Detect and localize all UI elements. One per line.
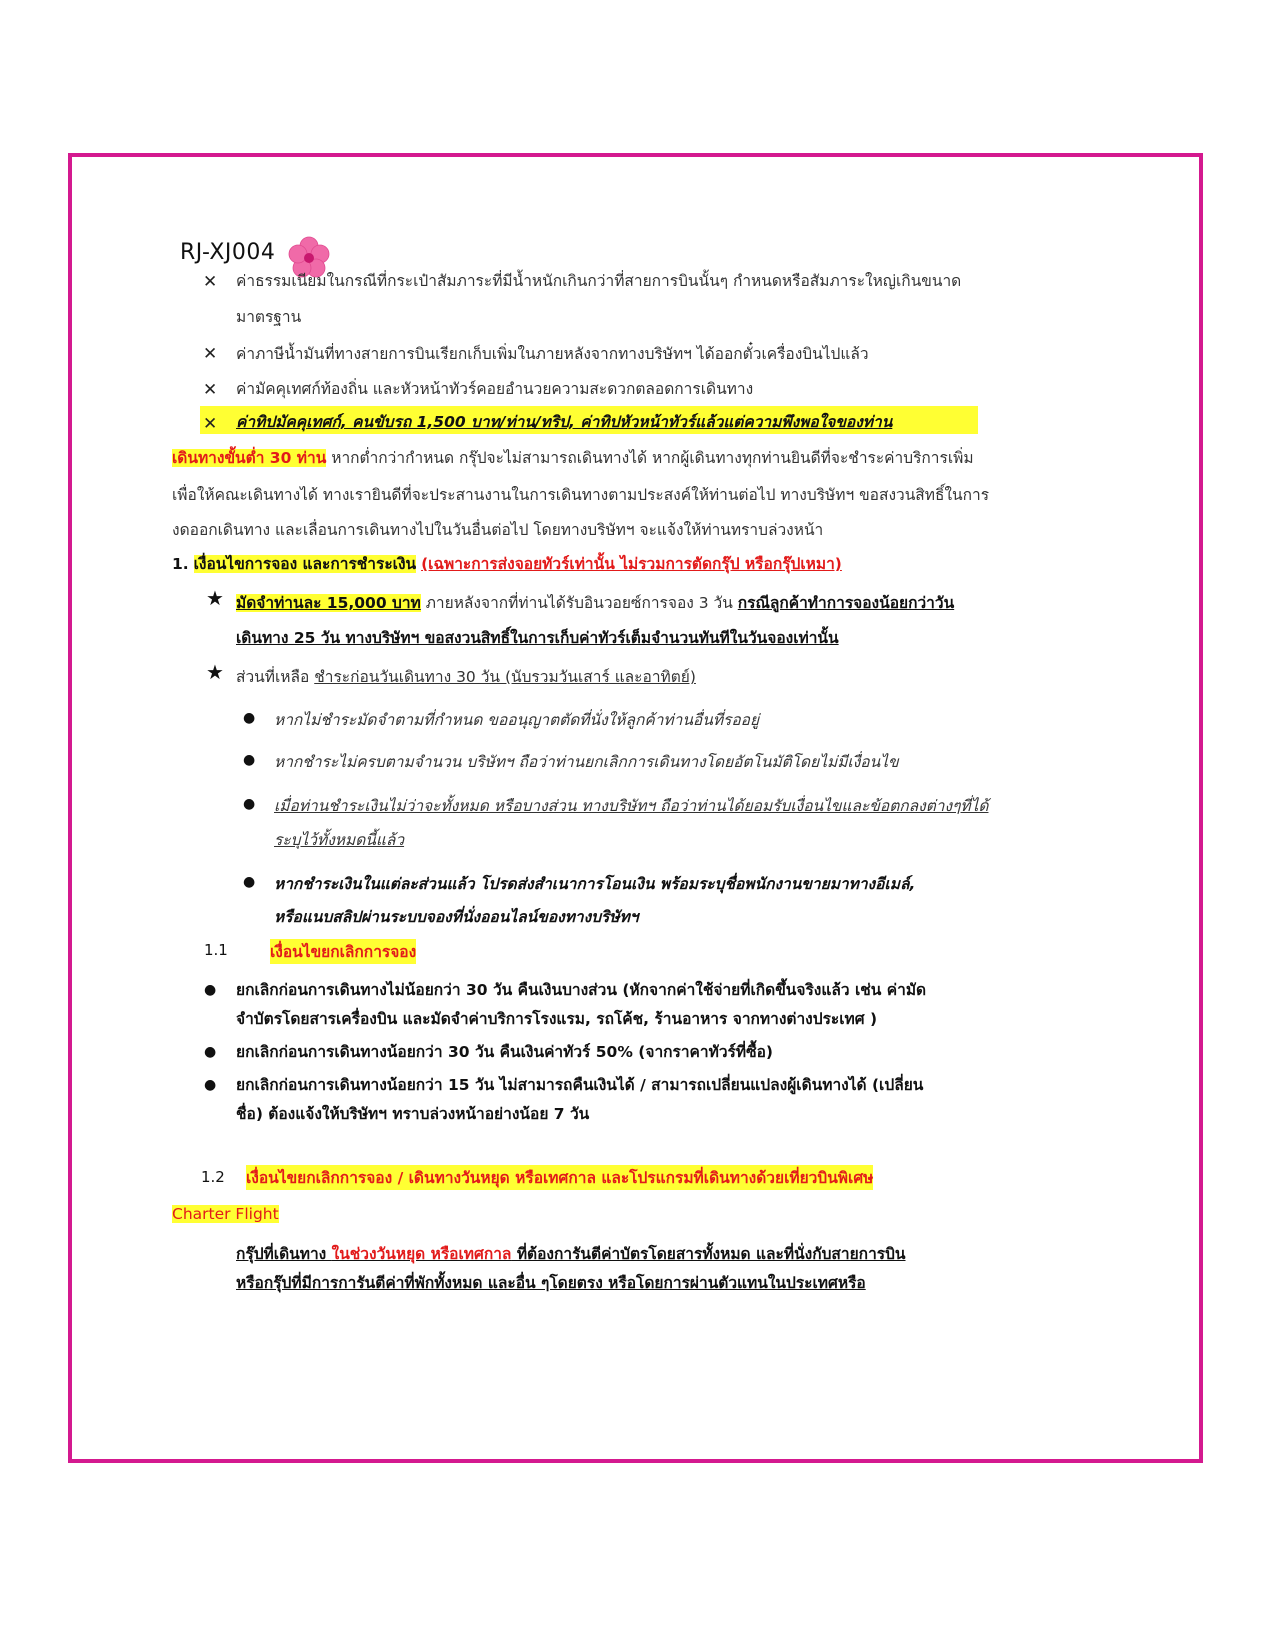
cancel-2: ยกเลิกก่อนการเดินทางน้อยกว่า 30 วัน คืนเงินค่าทัวร์ 50% (จากราคาทัวร์ที่ซื้อ) [236,1043,774,1061]
section-1-title: เงื่อนไขการจอง และการชำระเงิน [193,555,417,573]
section-1-2-number: 1.2 [201,1168,225,1186]
section-1-1-title: เงื่อนไขยกเลิกการจอง [270,939,416,964]
cancel-3: ยกเลิกก่อนการเดินทางน้อยกว่า 15 วัน ไม่สามารถคืนเงินได้ / สามารถเปลี่ยนแปลงผู้เดินทางได้ (เปลี่ยน [236,1076,924,1094]
section-1-heading [172,551,842,576]
deposit-text: ภายหลังจากที่ท่านได้รับอินวอยซ์การจอง 3 วัน [420,594,738,612]
exclusion-4: ค่าทิปมัคคุเทศก์, คนขับรถ 1,500 บาท/ท่าน/ทริป, ค่าทิปหัวหน้าทัวร์แล้วแต่ความพึงพอใจของท่าน [236,413,893,431]
payment-bullet-1: หากไม่ชำระมัดจำตามที่กำหนด ขออนุญาตตัดที่นั่งให้ลูกค้าท่านอื่นที่รออยู่ [274,711,760,729]
payment-bullet-3: เมื่อท่านชำระเงินไม่ว่าจะทั้งหมด หรือบางส่วน ทางบริษัทฯ ถือว่าท่านได้ยอมรับเงื่อนไขและข้อตกลงต่างๆที่ได้ [274,797,989,815]
group-line-1 [236,1241,906,1266]
minimum-paragraph-line-1 [172,445,974,470]
x-mark-icon: ✕ [203,380,218,400]
exclusion-1: ค่าธรรมเนียมในกรณีที่กระเป๋าสัมภาระที่มีน้ำหนักเกินกว่าที่สายการบินนั้นๆ กำหนดหรือสัมภาระใหญ่เกินขนาด [236,272,962,290]
star-icon: ★ [206,660,224,684]
group-line-2: หรือกรุ๊ปที่มีการการันตีค่าที่พักทั้งหมด และอื่น ๆโดยตรง หรือโดยการผ่านตัวแทนในประเทศหรือ [236,1274,866,1292]
group-text-a: กรุ๊ปที่เดินทาง [236,1245,332,1263]
balance-label: ส่วนที่เหลือ [236,668,315,686]
minimum-paragraph-line-2: เพื่อให้คณะเดินทางได้ ทางเรายินดีที่จะประสานงานในการเดินทางตามประสงค์ให้ท่านต่อไป ทางบริษัทฯ ขอสงวนสิทธิ์ในการ [172,486,990,504]
payment-bullet-4-cont: หรือแนบสลิปผ่านระบบจองที่นั่งออนไลน์ของทางบริษัทฯ [274,908,639,926]
group-text-c: ที่ต้องการันตีค่าบัตรโดยสารทั้งหมด และที่นั่งกับสายการบิน [511,1245,906,1263]
group-holiday: ในช่วงวันหยุด หรือเทศกาล [331,1245,512,1263]
balance-line [236,664,696,689]
payment-bullet-4: หากชำระเงินในแต่ละส่วนแล้ว โปรดส่งสำเนาการโอนเงิน พร้อมระบุชื่อพนักงานขายมาทางอีเมล์, [274,875,916,893]
cancel-1-cont: จำบัตรโดยสารเครื่องบิน และมัดจำค่าบริการโรงแรม, รถโค้ช, ร้านอาหาร จากทางต่างประเทศ ) [236,1010,878,1028]
cancel-3-cont: ชื่อ) ต้องแจ้งให้บริษัทฯ ทราบล่วงหน้าอย่างน้อย 7 วัน [236,1105,590,1123]
bullet-icon: ● [204,982,217,998]
exclusion-2: ค่าภาษีน้ำมันที่ทางสายการบินเรียกเก็บเพิ่มในภายหลังจากทางบริษัทฯ ได้ออกตั๋วเครื่องบินไปแล้ว [236,345,869,363]
cancel-1: ยกเลิกก่อนการเดินทางไม่น้อยกว่า 30 วัน คืนเงินบางส่วน (หักจากค่าใช้จ่ายที่เกิดขึ้นจริงแล้ว เช่น ค่ามัด [236,981,927,999]
section-1-number: 1. [172,555,189,573]
deposit-condition: กรณีลูกค้าทำการจองน้อยกว่าวัน [737,594,955,612]
section-1-2-title: เงื่อนไขยกเลิกการจอง / เดินทางวันหยุด หรือเทศกาล และโปรแกรมที่เดินทางด้วยเที่ยวบินพิเศษ [246,1165,873,1190]
bullet-icon: ● [243,710,256,726]
x-mark-icon: ✕ [203,344,218,364]
bullet-icon: ● [243,796,256,812]
exclusion-3: ค่ามัคคุเทศก์ท้องถิ่น และหัวหน้าทัวร์คอยอำนวยความสะดวกตลอดการเดินทาง [236,380,754,398]
bullet-icon: ● [243,874,256,890]
bullet-icon: ● [204,1044,217,1060]
tour-code: RJ-XJ004 [180,240,276,265]
payment-bullet-2: หากชำระไม่ครบตามจำนวน บริษัทฯ ถือว่าท่านยกเลิกการเดินทางโดยอัตโนมัติโดยไม่มีเงื่อนไข [274,753,899,771]
star-icon: ★ [206,586,224,610]
x-mark-icon: ✕ [203,414,218,434]
deposit-line-2: เดินทาง 25 วัน ทางบริษัทฯ ขอสงวนสิทธิ์ในการเก็บค่าทัวร์เต็มจำนวนทันทีในวันจองเท่านั้น [236,629,839,647]
x-mark-icon: ✕ [203,272,218,292]
bullet-icon: ● [204,1077,217,1093]
minimum-paragraph-line-3: งดออกเดินทาง และเลื่อนการเดินทางไปในวันอื่นต่อไป โดยทางบริษัทฯ จะแจ้งให้ท่านทราบล่วงหน้า [172,521,824,539]
deposit-label: มัดจำท่านละ 15,000 บาท [236,594,421,612]
balance-text: ชำระก่อนวันเดินทาง 30 วัน (นับรวมวันเสาร์ และอาทิตย์) [314,668,696,686]
bullet-icon: ● [243,752,256,768]
section-1-note: (เฉพาะการส่งจอยทัวร์เท่านั้น ไม่รวมการตัดกรุ๊ป หรือกรุ๊ปเหมา) [421,555,842,573]
payment-bullet-3-cont: ระบุไว้ทั้งหมดนี้แล้ว [274,831,405,849]
exclusion-1-cont: มาตรฐาน [236,308,302,326]
minimum-label: เดินทางขั้นต่ำ 30 ท่าน [172,449,327,467]
minimum-text: หากต่ำกว่ากำหนด กรุ๊ปจะไม่สามารถเดินทางได้ หากผู้เดินทางทุกท่านยินดีที่จะชำระค่าบริการเพิ่ม [326,449,974,467]
section-1-1-number: 1.1 [204,941,228,959]
section-1-2-title-cont: Charter Flight [172,1205,279,1223]
deposit-line-1 [236,590,954,615]
